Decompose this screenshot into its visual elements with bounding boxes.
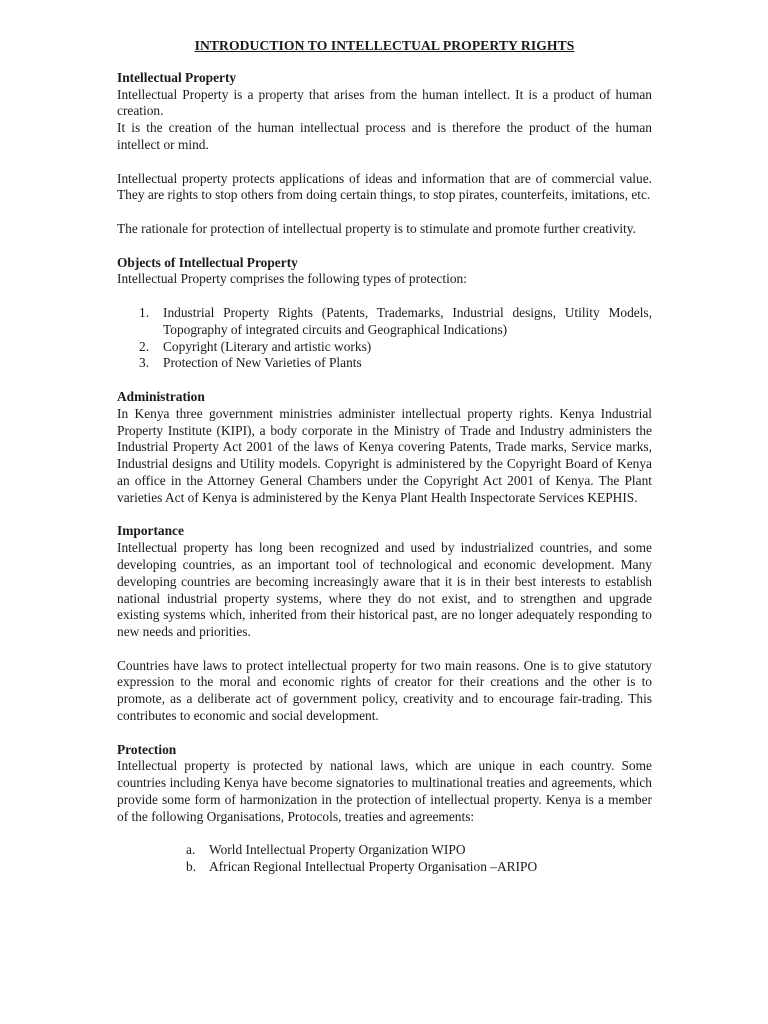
list-item-text: Protection of New Varieties of Plants xyxy=(163,355,362,371)
list-item-text: World Intellectual Property Organization WIPO xyxy=(209,842,466,858)
paragraph: Intellectual Property is a property that arises from the human intellect. It is a product of human creation. xyxy=(117,86,652,119)
list-item xyxy=(117,339,652,356)
paragraph: Countries have laws to protect intellectual property for two main reasons. One is to give statutory expression to the moral and economic rights of creator for their creations and the other is to promote, as a deliberate act of government policy, creativity and to encourage fair-trading. This contributes to economic and social development. xyxy=(117,657,652,724)
list-marker: b. xyxy=(186,859,197,875)
paragraph: The rationale for protection of intellectual property is to stimulate and promote further creativity. xyxy=(117,220,636,236)
paragraph: Intellectual property is protected by national laws, which are unique in each country. Some countries including Kenya have become signatories to multinational treaties and agreements, which provide some form of harmonization in the protection of intellectual property. Kenya is a member of the following Organisations, Protocols, treaties and agreements: xyxy=(117,758,652,824)
list-item-text: Industrial Property Rights (Patents, Trademarks, Industrial designs, Utility Models, Topography of integrated circuits and Geographical Indications) xyxy=(163,304,652,337)
section-protection xyxy=(117,742,652,876)
list-item-text: African Regional Intellectual Property Organisation –ARIPO xyxy=(209,859,538,875)
paragraph: Intellectual property has long been recognized and used by industrialized countries, and some developing countries, as an important tool of technological and economic development. Many developing countries are becoming increasingly aware that it is in their best interests to establish national industrial property systems, where they do not exist, and to strengthen and upgrade existing systems which, inherited from their historical past, are no longer adequately responding to new needs and priorities. xyxy=(117,540,652,640)
organisations-list xyxy=(117,842,652,876)
section-heading: Importance xyxy=(117,523,184,539)
section-heading: Objects of Intellectual Property xyxy=(117,254,298,270)
list-marker: 2. xyxy=(139,338,150,354)
section-heading: Intellectual Property xyxy=(117,69,237,85)
list-item xyxy=(117,859,652,876)
section-administration xyxy=(117,389,652,507)
list-item xyxy=(117,842,652,859)
paragraph: It is the creation of the human intellectual process and is therefore the product of the human intellect or mind. xyxy=(117,120,652,152)
document-title: INTRODUCTION TO INTELLECTUAL PROPERTY RIGHTS xyxy=(194,38,575,53)
paragraph: Intellectual Property comprises the following types of protection: xyxy=(117,271,467,287)
section-heading: Administration xyxy=(117,388,205,404)
document-page xyxy=(117,38,652,876)
section-objects xyxy=(117,255,652,373)
protection-types-list xyxy=(117,305,652,372)
list-marker: a. xyxy=(186,842,196,858)
section-importance xyxy=(117,523,652,725)
list-marker: 3. xyxy=(139,355,150,371)
paragraph: In Kenya three government ministries administer intellectual property rights. Kenya Industrial Property Institute (KIPI), a body corporate in the Ministry of Trade and Industry administers the Industrial Property Act 2001 of the laws of Kenya covering Patents, Trade marks, Service marks, Industrial designs and Utility models. Copyright is administered by the Copyright Board of Kenya an office in the Attorney General Chambers under the Copyright Act 2001 of Kenya. The Plant varieties Act of Kenya is administered by the Kenya Plant Health Inspectorate Services KEPHIS. xyxy=(117,405,652,505)
list-item xyxy=(117,355,652,372)
section-heading: Protection xyxy=(117,741,177,757)
section-intellectual-property xyxy=(117,70,652,238)
list-item xyxy=(117,305,652,339)
paragraph: Intellectual property protects applications of ideas and information that are of commercial value. They are rights to stop others from doing certain things, to stop pirates, counterfeits, imitations, etc. xyxy=(117,170,652,203)
list-marker: 1. xyxy=(139,304,150,320)
list-item-text: Copyright (Literary and artistic works) xyxy=(163,338,372,354)
